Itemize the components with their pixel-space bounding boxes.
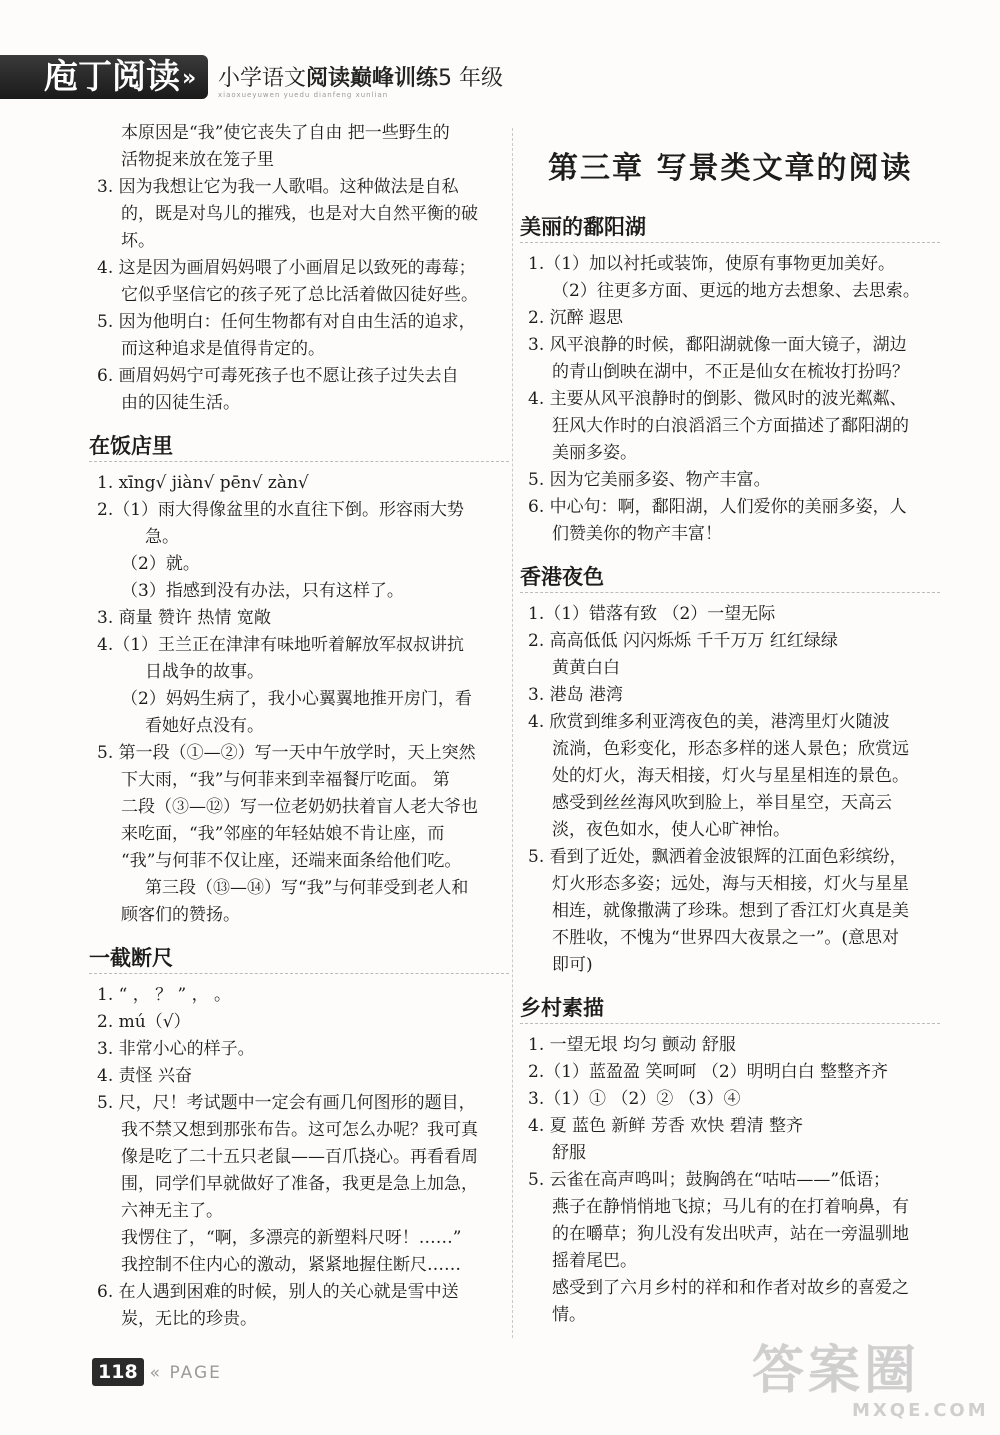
answer-line: 4.（1）王兰正在津津有味地听着解放军叔叔讲抗	[97, 635, 465, 655]
answer-line: 5. 尺，尺！考试题中一定会有画几何图形的题目，	[97, 1093, 476, 1113]
watermark-logo	[752, 1341, 989, 1422]
brand-logo	[0, 55, 208, 99]
answer-line: 我不禁又想到那张布告。这可怎么办呢？我可真	[121, 1120, 478, 1140]
answer-line: 活物捉来放在笼子里	[121, 150, 274, 170]
page-footer	[92, 1358, 222, 1388]
answer-line: 3. 商量 赞许 热情 宽敞	[97, 608, 271, 628]
answer-line: （2）妈妈生病了，我小心翼翼地推开房门，看	[121, 689, 472, 709]
answer-line: 3.（1）① （2）② （3）④	[528, 1089, 741, 1109]
answer-line: 黄黄白白	[552, 658, 620, 678]
answer-line: （2）往更多方面、更远的地方去想象、去思索。	[552, 281, 920, 301]
answer-line: 3. 非常小心的样子。	[97, 1039, 255, 1059]
answer-line: 第三段（⑬—⑭）写“我”与何菲受到老人和	[145, 878, 469, 898]
answer-line: 本原因是“我”使它丧失了自由 把一些野生的	[121, 123, 450, 143]
answer-line: 4. 主要从风平浪静时的倒影、微风时的波光粼粼、	[528, 389, 907, 409]
answer-line: 的在嚼草；狗儿没有发出吠声，站在一旁温驯地	[552, 1224, 909, 1244]
answer-line: 灯火形态多姿；远处，海与天相接，灯火与星星	[552, 874, 909, 894]
answer-line: 6. 中心句：啊，鄱阳湖，人们爱你的美丽多姿，人	[528, 497, 907, 517]
answer-line: 2. mú（√）	[97, 1012, 191, 1032]
answer-line: 3. 风平浪静的时候，鄱阳湖就像一面大镜子，湖边	[528, 335, 907, 355]
answer-line: 5. 因为它美丽多姿、物产丰富。	[528, 470, 771, 490]
answer-line: 急。	[145, 527, 179, 547]
answer-line: 5. 云雀在高声鸣叫；鼓胸鸽在“咕咕——”低语；	[528, 1170, 891, 1190]
answer-line: 们赞美你的物产丰富！	[552, 524, 722, 544]
answer-line: 1. “ ， ？ ” ， 。	[97, 985, 232, 1005]
left-column	[89, 120, 502, 1333]
answer-line: 即可)	[552, 955, 593, 975]
answer-line: 4. 夏 蓝色 新鲜 芳香 欢快 碧清 整齐	[528, 1116, 804, 1136]
answer-line: 3. 因为我想让它为我一人歌唱。这种做法是自私	[97, 177, 459, 197]
answer-line: 4. 欣赏到维多利亚湾夜色的美，港湾里灯火随波	[528, 712, 890, 732]
page-label: « PAGE	[149, 1363, 222, 1383]
brand-title: 庖丁阅读	[44, 57, 180, 97]
answer-line: 感受到了六月乡村的祥和和作者对故乡的喜爱之	[552, 1278, 909, 1298]
answer-line: “我”与何菲不仅让座，还端来面条给他们吃。	[121, 851, 462, 871]
answer-line: 不胜收，不愧为“世界四大夜景之一”。(意思对	[552, 928, 900, 948]
answer-line: 感受到丝丝海风吹到脸上，举目星空，天高云	[552, 793, 892, 813]
answer-line: （2）就。	[121, 554, 200, 574]
answer-line: 来吃面，“我”邻座的年轻姑娘不肯让座，而	[121, 824, 445, 844]
answer-line: 5. 因为他明白：任何生物都有对自由生活的追求，	[97, 312, 476, 332]
answer-line: 舒服	[552, 1143, 586, 1163]
answer-line: 6. 在人遇到困难的时候，别人的关心就是雪中送	[97, 1282, 459, 1302]
answer-line: 由的囚徒生活。	[121, 393, 240, 413]
answer-line: 的，既是对鸟儿的摧残，也是对大自然平衡的破	[121, 204, 478, 224]
watermark-url: MXQE.COM	[852, 1400, 989, 1421]
answer-line: 看她好点没有。	[145, 716, 264, 736]
answer-line: 我控制不住内心的激动，紧紧地握住断尺……	[121, 1255, 461, 1275]
answer-line: 3. 港岛 港湾	[528, 685, 624, 705]
brand-arrow-icon: »	[182, 65, 197, 91]
answer-line: 它似乎坚信它的孩子死了总比活着做囚徒好些。	[121, 285, 478, 305]
answer-line: 2.（1）雨大得像盆里的水直往下倒。形容雨大势	[97, 500, 465, 520]
answer-line: 情。	[552, 1305, 586, 1325]
series-bold: 阅读巅峰训练	[306, 66, 439, 91]
series-suffix: 5 年级	[438, 66, 504, 91]
answer-line: 2. 高高低低 闪闪烁烁 千千万万 红红绿绿	[528, 631, 838, 651]
answer-line: 4. 责怪 兴奋	[97, 1066, 193, 1086]
answer-line: 淡，夜色如水，使人心旷神怡。	[552, 820, 790, 840]
answer-line: 二段（③—⑫）写一位老奶奶扶着盲人老大爷也	[121, 797, 478, 817]
answer-line: 1. xīng√ jiàn√ pēn√ zàn√	[97, 473, 309, 493]
answer-line: 2.（1）蓝盈盈 笑呵呵 （2）明明白白 整整齐齐	[528, 1062, 889, 1082]
answer-line: 而这种追求是值得肯定的。	[121, 339, 325, 359]
answer-line: 5. 看到了近处，飘洒着金波银辉的江面色彩缤纷，	[528, 847, 907, 867]
section-title: 一截断尺	[89, 943, 509, 974]
answer-line: 6. 画眉妈妈宁可毒死孩子也不愿让孩子过失去自	[97, 366, 459, 386]
answer-line: 燕子在静悄悄地飞掠；马儿有的在打着响鼻，有	[552, 1197, 909, 1217]
series-prefix: 小学语文	[218, 66, 307, 91]
answer-line: 1. 一望无垠 均匀 颤动 舒服	[528, 1035, 736, 1055]
answer-line: 坏。	[121, 231, 155, 251]
answer-line: 围，同学们早就做好了准备，我更是急上加急，	[121, 1174, 478, 1194]
page-number: 118	[92, 1358, 144, 1386]
section-title: 香港夜色	[520, 562, 940, 593]
section-title: 在饭店里	[89, 431, 509, 462]
answer-line: 我愣住了，“啊，多漂亮的新塑料尺呀！……”	[121, 1228, 462, 1248]
answer-line: （3）指感到没有办法，只有这样了。	[121, 581, 404, 601]
answer-line: 摇着尾巴。	[552, 1251, 637, 1271]
answer-line: 日战争的故事。	[145, 662, 264, 682]
section-title: 美丽的鄱阳湖	[520, 212, 940, 243]
answer-line: 像是吃了二十五只老鼠——百爪挠心。再看看周	[121, 1147, 478, 1167]
answer-line: 处的灯火，海天相接，灯火与星星相连的景色。	[552, 766, 909, 786]
answer-line: 六神无主了。	[121, 1201, 223, 1221]
section-title: 乡村素描	[520, 993, 940, 1024]
answer-line: 5. 第一段（①—②）写一天中午放学时，天上突然	[97, 743, 476, 763]
series-pinyin: xiaoxueyuwen yuedu dianfeng xunlian	[218, 91, 389, 99]
answer-line: 2. 沉醉 遐思	[528, 308, 624, 328]
answer-line: 下大雨，“我”与何菲来到幸福餐厅吃面。 第	[121, 770, 450, 790]
answer-line: 美丽多姿。	[552, 443, 637, 463]
chapter-title: 第三章 写景类文章的阅读	[548, 151, 913, 186]
series-title	[218, 61, 503, 92]
answer-line: 顾客们的赞扬。	[121, 905, 240, 925]
watermark-title: 答案圈	[752, 1341, 921, 1401]
answer-line: 炭，无比的珍贵。	[121, 1309, 257, 1329]
answer-line: 的青山倒映在湖中，不正是仙女在梳妆打扮吗？	[552, 362, 909, 382]
answer-line: 相连，就像撒满了珍珠。想到了香江灯火真是美	[552, 901, 909, 921]
answer-line: 4. 这是因为画眉妈妈喂了小画眉足以致死的毒莓；	[97, 258, 476, 278]
column-divider	[512, 128, 513, 1338]
answer-line: 流淌，色彩变化，形态多样的迷人景色；欣赏远	[552, 739, 909, 759]
answer-line: 狂风大作时的白浪滔滔三个方面描述了鄱阳湖的	[552, 416, 909, 436]
page-header	[0, 55, 530, 105]
answer-line: 1.（1）加以衬托或装饰，使原有事物更加美好。	[528, 254, 896, 274]
right-column	[520, 140, 928, 1329]
answer-line: 1.（1）错落有致 （2）一望无际	[528, 604, 776, 624]
